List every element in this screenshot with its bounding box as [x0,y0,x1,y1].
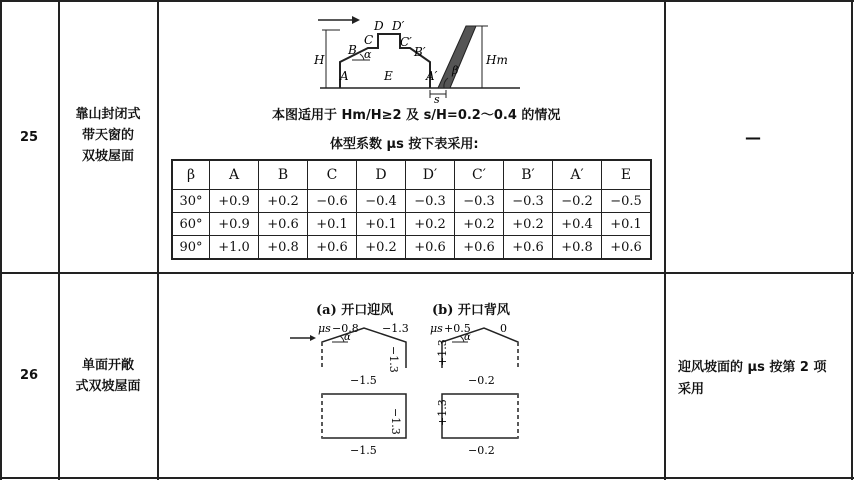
coef-header: β [172,160,210,190]
coef-cell: −0.3 [406,190,455,213]
value-left-roof: −0.8 [332,322,359,335]
s-label: s [434,93,440,104]
label-b: B [348,43,357,57]
value-plan-bottom: −0.2 [468,444,495,457]
coef-cell: +0.2 [455,213,504,236]
row-name-line: 靠山封闭式 [75,107,141,122]
value-left-roof: +0.5 [444,322,471,335]
row-name-line: 式双坡屋面 [75,379,141,394]
coef-cell: +0.2 [357,236,406,260]
coef-cell: +0.9 [210,213,259,236]
coef-header: D′ [406,160,455,190]
coef-cell: +1.0 [210,236,259,260]
value-plan-left: +1.3 [436,399,449,426]
col-border-right [851,0,853,480]
coef-cell: +0.6 [308,236,357,260]
coef-header: C [308,160,357,190]
coef-cell: +0.9 [210,190,259,213]
mu-label: μs [430,322,443,335]
mu-label: μs [318,322,331,335]
coef-cell: +0.6 [406,236,455,260]
col-divider-name [157,0,159,480]
value-left-wall: +1.3 [436,339,449,366]
value-floor: −0.2 [468,374,495,387]
coef-cell: −0.2 [553,190,602,213]
row-name [60,355,156,397]
hm-label: Hm [486,53,508,67]
coef-header: A [210,160,259,190]
value-plan-bottom: −1.5 [350,444,377,457]
coef-header-row [172,160,651,190]
alpha-label: α [464,332,471,343]
diagram-a-section [286,316,422,466]
table-row [172,190,651,213]
value-right-roof: −1.3 [382,322,409,335]
value-right-roof: 0 [500,322,507,335]
col-divider-remark [664,0,666,480]
diagram-b-caption: (b) 开口背风 [432,303,510,318]
remark-line: 迎风坡面的 μs 按第 2 项 [678,360,827,375]
coef-cell: +0.1 [357,213,406,236]
coef-cell: +0.6 [504,236,553,260]
table-row [172,236,651,260]
coef-table-title: 体型系数 μs 按下表采用: [330,137,479,152]
coef-header: D [357,160,406,190]
alpha-label: α [364,48,372,61]
coef-cell: +0.1 [602,213,652,236]
coefficient-table [171,159,652,260]
coef-header: C′ [455,160,504,190]
coef-cell: −0.4 [357,190,406,213]
remark-text [678,357,826,401]
applicability-note: 本图适用于 Hm/H≥2 及 s/H=0.2～0.4 的情况 [272,108,561,123]
alpha-label: α [344,332,351,343]
label-d-prime: D′ [392,19,405,33]
remark-dash: — [745,128,761,147]
coef-cell: +0.8 [259,236,308,260]
col-border-left [0,0,2,480]
hillside [438,26,476,88]
coef-cell: +0.2 [406,213,455,236]
h-label: H [314,53,325,67]
row-number: 25 [20,130,39,145]
label-a-prime: A′ [426,69,438,83]
coef-cell: +0.6 [455,236,504,260]
coef-cell: +0.2 [504,213,553,236]
coef-cell: +0.1 [308,213,357,236]
label-c: C [364,33,374,47]
label-d: D [374,19,384,33]
row-name-line: 带天窗的 [81,128,134,143]
diagram-a-caption: (a) 开口迎风 [316,303,394,318]
row-divider [0,272,854,274]
building-section-diagram [300,8,530,104]
diagram-b-section [420,316,530,466]
value-plan-right: −1.3 [389,408,402,435]
label-b-prime: B′ [414,45,426,59]
coef-cell: −0.6 [308,190,357,213]
row-number: 26 [20,368,39,383]
coef-cell: −0.5 [602,190,652,213]
beta-label: β [452,64,459,77]
label-e: E [384,69,393,83]
table-border-bottom [0,477,854,479]
coef-cell: +0.6 [602,236,652,260]
coef-cell: +0.2 [259,190,308,213]
table-border-top [0,0,854,2]
row-name-line: 双坡屋面 [81,149,134,164]
coef-header: E [602,160,652,190]
value-right-wall: −1.3 [387,346,400,373]
wind-arrow-head [352,16,360,24]
coef-cell: 30° [172,190,210,213]
coef-cell: +0.8 [553,236,602,260]
coef-cell: +0.4 [553,213,602,236]
row-name [60,104,156,167]
remark-line: 采用 [678,382,705,397]
plan-outline [442,394,518,438]
coef-header: B [259,160,308,190]
coef-cell: 90° [172,236,210,260]
coef-header: B′ [504,160,553,190]
coef-cell: 60° [172,213,210,236]
value-floor: −1.5 [350,374,377,387]
label-c-prime: C′ [400,35,412,49]
row-name-line: 单面开敞 [81,358,134,373]
label-a: A [340,69,349,83]
coef-cell: +0.6 [259,213,308,236]
col-divider-number [58,0,60,480]
table-row [172,213,651,236]
coef-cell: −0.3 [455,190,504,213]
coef-header: A′ [553,160,602,190]
coef-cell: −0.3 [504,190,553,213]
